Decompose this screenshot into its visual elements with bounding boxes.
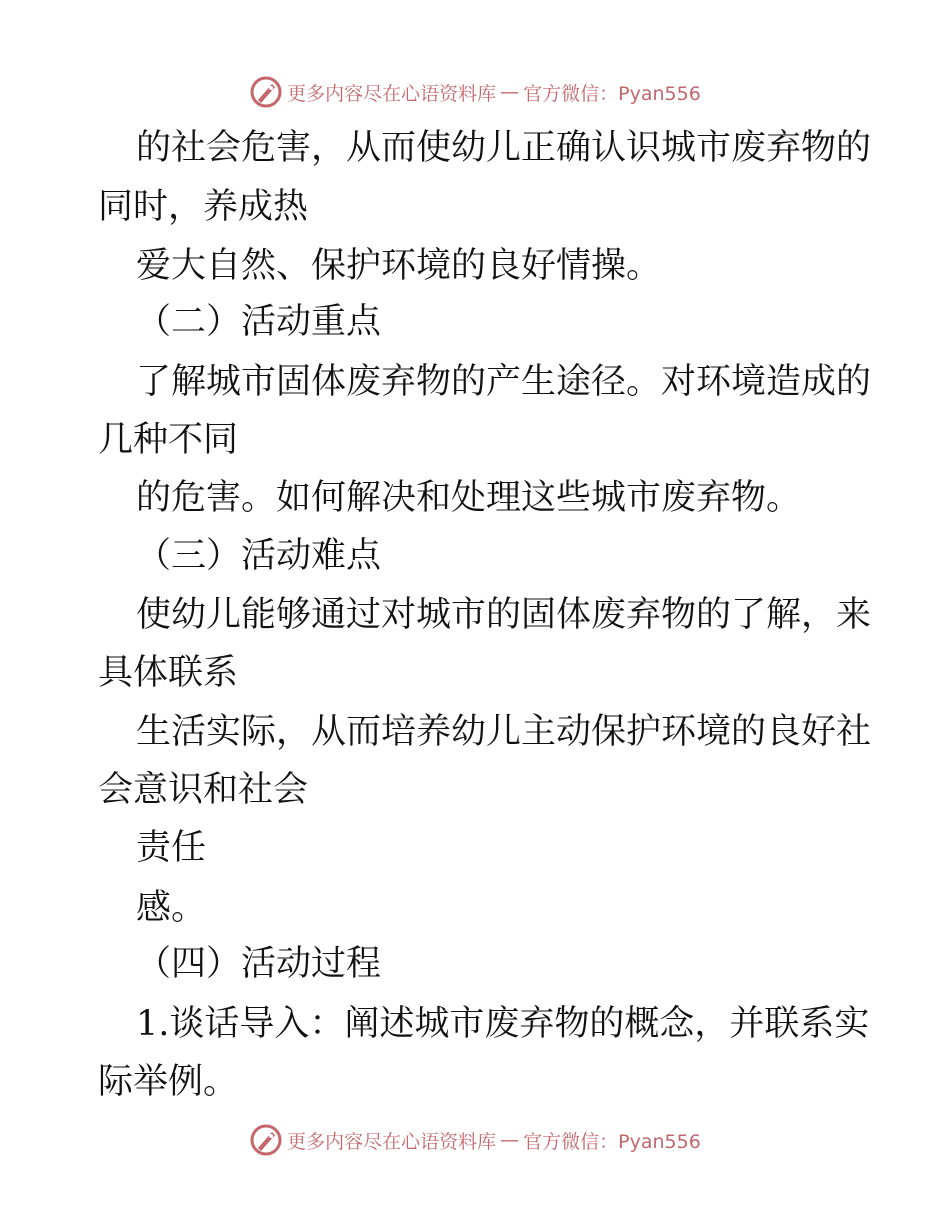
body-line: 责任 (136, 828, 207, 868)
section-heading: （三）活动难点 (136, 536, 382, 576)
body-line: 的社会危害，从而使幼儿正确认识城市废弃物的 (136, 128, 872, 168)
body-line: 了解城市固体废弃物的产生途径。对环境造成的 (136, 362, 872, 402)
watermark-separator: — (500, 1129, 520, 1151)
watermark-text: 更多内容尽在心语资料库 (287, 1130, 497, 1153)
watermark-wechat: 官方微信：Pyan556 (523, 1130, 701, 1153)
pen-logo-icon (249, 75, 283, 109)
header-watermark (0, 72, 950, 112)
body-line: 爱大自然、保护环境的良好情操。 (136, 246, 662, 286)
body-line: 同时，养成热 (98, 187, 309, 227)
body-line: 1.谈话导入：阐述城市废弃物的概念，并联系实 (136, 1004, 870, 1044)
watermark-separator: — (500, 81, 520, 103)
body-line: 际举例。 (98, 1062, 239, 1102)
watermark-wechat: 官方微信：Pyan556 (523, 82, 701, 105)
footer-watermark (0, 1120, 950, 1160)
body-line: 使幼儿能够通过对城市的固体废弃物的了解，来 (136, 595, 872, 635)
body-line: 生活实际，从而培养幼儿主动保护环境的良好社 (136, 712, 872, 752)
body-line: 会意识和社会 (98, 770, 309, 810)
body-line: 感。 (136, 888, 207, 928)
watermark-text: 更多内容尽在心语资料库 (287, 82, 497, 105)
pen-logo-icon (249, 1123, 283, 1157)
body-line: 几种不同 (98, 420, 239, 460)
section-heading: （四）活动过程 (136, 944, 382, 984)
body-line: 的危害。如何解决和处理这些城市废弃物。 (136, 478, 802, 518)
body-line: 具体联系 (98, 653, 239, 693)
section-heading: （二）活动重点 (136, 302, 382, 342)
